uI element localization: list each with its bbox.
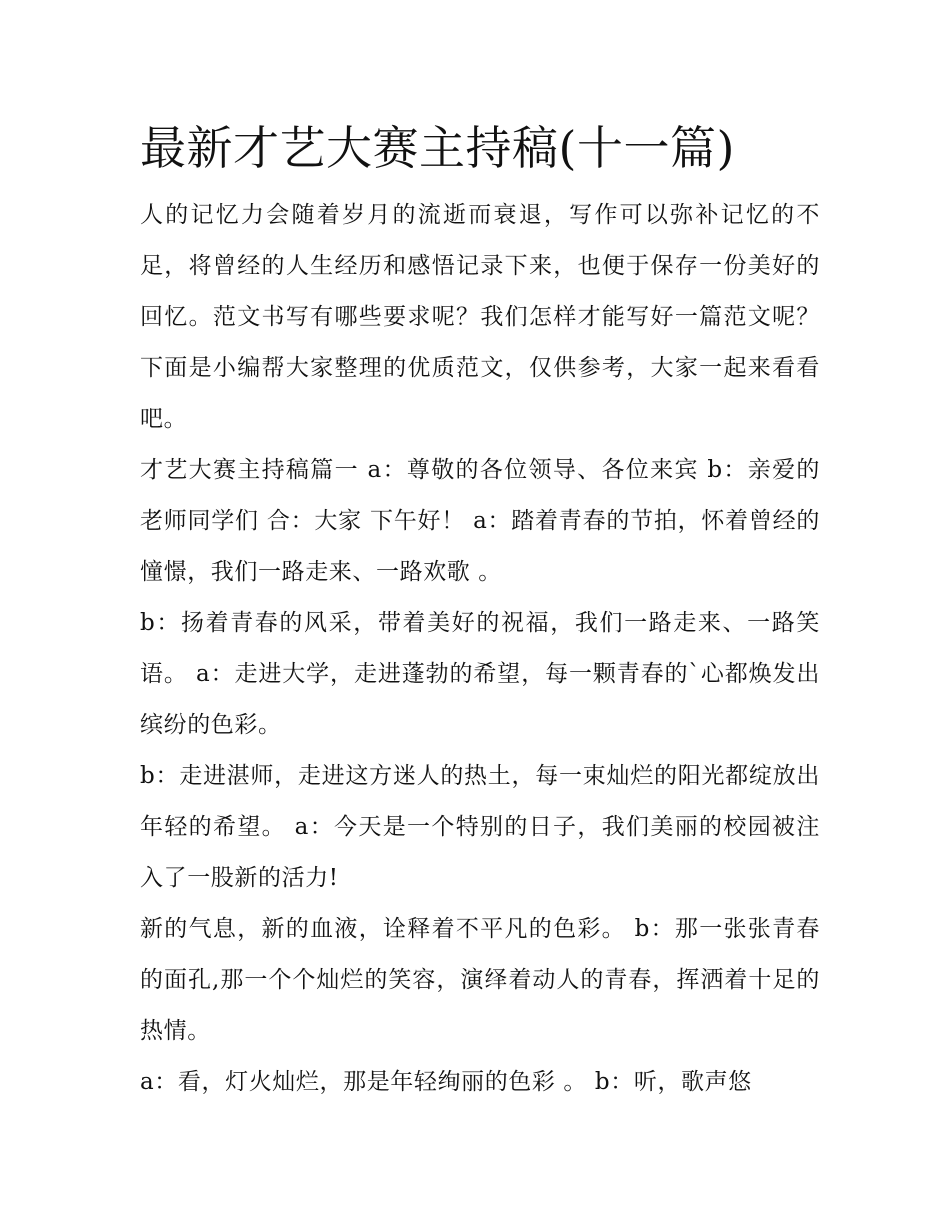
paragraph-1: 才艺大赛主持稿篇一 a：尊敬的各位领导、各位来宾 b：亲爱的老师同学们 合：大家 下午好！ a：踏着青春的节拍，怀着曾经的憧憬，我们一路走来、一路欢歌 。 [140,457,820,585]
paragraph-2: b：扬着青春的风采，带着美好的祝福，我们一路走来、一路笑语。 a：走进大学，走进蓬勃的希望，每一颗青春的`心都焕发出缤纷的色彩。 [140,610,820,738]
paragraph-intro: 人的记忆力会随着岁月的流逝而衰退，写作可以弥补记忆的不足，将曾经的人生经历和感悟记录下来，也便于保存一份美好的回忆。范文书写有哪些要求呢？我们怎样才能写好一篇范文呢？下面是小编帮大家整理的优质范文，仅供参考，大家一起来看看吧。 [140,202,820,432]
document-title: 最新才艺大赛主持稿(十一篇) [140,121,735,175]
paragraph-4: 新的气息，新的血液，诠释着不平凡的色彩。 b：那一张张青春的面孔,那一个个灿烂的笑容，演绎着动人的青春，挥洒着十足的热情。 [140,916,820,1044]
paragraph-3: b：走进湛师，走进这方迷人的热土，每一束灿烂的阳光都绽放出年轻的希望。 a：今天是一个特别的日子，我们美丽的校园被注入了一股新的活力! [140,763,820,891]
paragraph-5: a：看，灯火灿烂，那是年轻绚丽的色彩 。 b：听，歌声悠 [140,1069,752,1095]
document-content [140,118,820,1108]
